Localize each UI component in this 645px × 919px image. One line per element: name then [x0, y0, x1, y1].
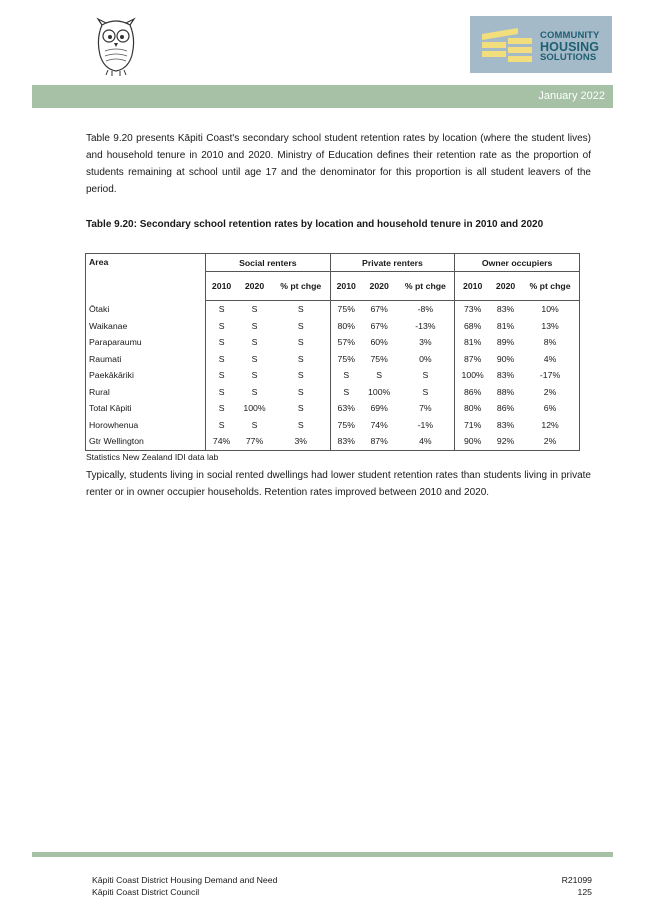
sub-header-chge: % pt chge — [272, 272, 330, 301]
table-cell: 68% — [463, 320, 482, 331]
table-cell: 13% — [541, 320, 559, 331]
table-cell: 75% — [337, 353, 355, 364]
row-area-label: Horowhenua — [86, 417, 206, 434]
table-cell: S — [396, 367, 454, 384]
table-cell: 83% — [337, 436, 355, 447]
footer-page-number: 125 — [577, 887, 592, 897]
table-cell: S — [343, 386, 350, 397]
table-source: Statistics New Zealand IDI data lab — [86, 452, 219, 462]
sub-header-2010: 2010 — [455, 272, 490, 301]
table-group-header-row — [86, 254, 580, 272]
footer-right — [562, 874, 592, 898]
table-cell: 4% — [543, 353, 557, 364]
table-cell: S — [272, 334, 330, 351]
table-cell: 74% — [370, 419, 388, 430]
table-cell: 75% — [337, 304, 355, 315]
table-cell: S — [272, 400, 330, 417]
table-cell: 90% — [496, 353, 515, 364]
table-row — [86, 334, 580, 351]
table-cell: 63% — [337, 403, 355, 414]
row-area-label: Waikanae — [86, 318, 206, 335]
footer-report-code: R21099 — [561, 875, 592, 885]
table-cell: 67% — [370, 320, 388, 331]
table-cell: 89% — [496, 337, 515, 348]
logo-line-2: HOUSING — [540, 40, 600, 54]
table-cell: 75% — [337, 419, 355, 430]
header-band — [32, 85, 613, 108]
table-cell: 0% — [396, 351, 454, 368]
table-cell: 86% — [496, 403, 515, 414]
table-cell: 10% — [541, 304, 559, 315]
sub-header-chge: % pt chge — [521, 272, 579, 301]
table-cell: 2% — [543, 436, 557, 447]
table-cell: 80% — [337, 320, 355, 331]
sub-header-2020: 2020 — [362, 272, 397, 301]
community-housing-solutions-logo — [470, 16, 612, 73]
owl-logo-icon — [92, 17, 140, 77]
table-cell: 69% — [370, 403, 388, 414]
table-cell: 74% — [212, 436, 231, 447]
table-row — [86, 433, 580, 450]
footer-band — [32, 852, 613, 857]
table-caption: Table 9.20: Secondary school retention rates by location and household tenure in 2010 and 2020 — [86, 219, 544, 230]
table-cell: S — [272, 318, 330, 335]
row-area-label: Paekākāriki — [86, 367, 206, 384]
table-cell: 3% — [396, 334, 454, 351]
table-row — [86, 318, 580, 335]
table-cell: S — [272, 384, 330, 401]
sub-header-2010: 2010 — [206, 272, 238, 301]
area-header: Area — [86, 254, 206, 301]
table-cell: S — [218, 337, 225, 348]
table-cell: S — [396, 384, 454, 401]
table-cell: S — [218, 320, 225, 331]
table-cell: 71% — [463, 419, 482, 430]
row-area-label: Raumati — [86, 351, 206, 368]
table-cell: 100% — [368, 386, 391, 397]
table-cell: S — [251, 386, 258, 397]
table-cell: 4% — [396, 433, 454, 450]
table-cell: S — [343, 370, 350, 381]
table-cell: 7% — [396, 400, 454, 417]
table-cell: -13% — [396, 318, 454, 335]
table-cell: 83% — [496, 370, 515, 381]
table-row — [86, 367, 580, 384]
table-cell: 100% — [243, 403, 266, 414]
building-mark-icon — [478, 26, 536, 64]
table-cell: -8% — [396, 301, 454, 318]
table-cell: S — [251, 320, 258, 331]
table-cell: 87% — [463, 353, 482, 364]
table-cell: 75% — [370, 353, 388, 364]
table-cell: S — [218, 370, 225, 381]
logo-line-1: COMMUNITY — [540, 30, 600, 41]
table-cell: S — [251, 304, 258, 315]
table-cell: S — [251, 337, 258, 348]
table-cell: 88% — [496, 386, 515, 397]
table-row — [86, 301, 580, 318]
table-cell: S — [251, 353, 258, 364]
group-header-private: Private renters — [330, 254, 455, 272]
table-cell: 57% — [337, 337, 355, 348]
table-row — [86, 351, 580, 368]
table-cell: 8% — [543, 337, 557, 348]
table-cell: 73% — [463, 304, 482, 315]
table-cell: 67% — [370, 304, 388, 315]
table-cell: 90% — [463, 436, 482, 447]
table-cell: 3% — [272, 433, 330, 450]
table-cell: 83% — [496, 419, 515, 430]
retention-table — [85, 253, 580, 451]
table-cell: S — [272, 301, 330, 318]
row-area-label: Gtr Wellington — [86, 433, 206, 450]
table-row — [86, 417, 580, 434]
sub-header-2020: 2020 — [237, 272, 272, 301]
table-cell: 60% — [370, 337, 388, 348]
sub-header-2020: 2020 — [490, 272, 521, 301]
table-cell: S — [272, 351, 330, 368]
table-cell: 87% — [370, 436, 388, 447]
intro-paragraph: Table 9.20 presents Kāpiti Coast's secondary school student retention rates by location (where the student lives) and household tenure in 2010 and 2020. Ministry of Education defines their retention rate as the proportion of students remaining at school until age 17 and the denominator for this proportion is all student leavers of the period. — [86, 133, 591, 195]
table-cell: 12% — [541, 419, 559, 430]
table-cell: 77% — [245, 436, 264, 447]
table-cell: S — [272, 367, 330, 384]
table-cell: S — [218, 403, 225, 414]
row-area-label: Total Kāpiti — [86, 400, 206, 417]
footer-report-title: Kāpiti Coast District Housing Demand and Need — [92, 875, 278, 885]
sub-header-2010: 2010 — [330, 272, 362, 301]
group-header-owner: Owner occupiers — [455, 254, 580, 272]
logo-line-3: SOLUTIONS — [540, 52, 597, 63]
sub-header-chge: % pt chge — [396, 272, 454, 301]
table-row — [86, 400, 580, 417]
table-cell: S — [218, 419, 225, 430]
table-cell: 86% — [463, 386, 482, 397]
row-area-label: Ōtaki — [86, 301, 206, 318]
table-body — [86, 301, 580, 451]
table-cell: S — [251, 370, 258, 381]
table-cell: -17% — [539, 370, 561, 381]
table-cell: S — [376, 370, 383, 381]
table-cell: 80% — [463, 403, 482, 414]
group-header-social: Social renters — [206, 254, 331, 272]
conclusion-paragraph: Typically, students living in social rented dwellings had lower student retention rates than students living in private renter or in owner occupier households. Retention rates improved between 2010 and 2020. — [86, 470, 591, 498]
table-cell: S — [218, 304, 225, 315]
table-cell: 81% — [496, 320, 515, 331]
row-area-label: Paraparaumu — [86, 334, 206, 351]
footer-left — [92, 874, 277, 898]
footer-council: Kāpiti Coast District Council — [92, 887, 200, 897]
table-cell: S — [218, 353, 225, 364]
header-date: January 2022 — [538, 90, 605, 102]
table-cell: S — [218, 386, 225, 397]
table-cell: 92% — [496, 436, 515, 447]
logo-wordmark — [540, 31, 599, 63]
table-cell: 2% — [543, 386, 557, 397]
table-cell: 100% — [461, 370, 484, 381]
table-cell: 81% — [463, 337, 482, 348]
table-cell: S — [251, 419, 258, 430]
row-area-label: Rural — [86, 384, 206, 401]
table-cell: 83% — [496, 304, 515, 315]
table-row — [86, 384, 580, 401]
table-cell: S — [272, 417, 330, 434]
table-cell: 6% — [543, 403, 557, 414]
table-cell: -1% — [396, 417, 454, 434]
